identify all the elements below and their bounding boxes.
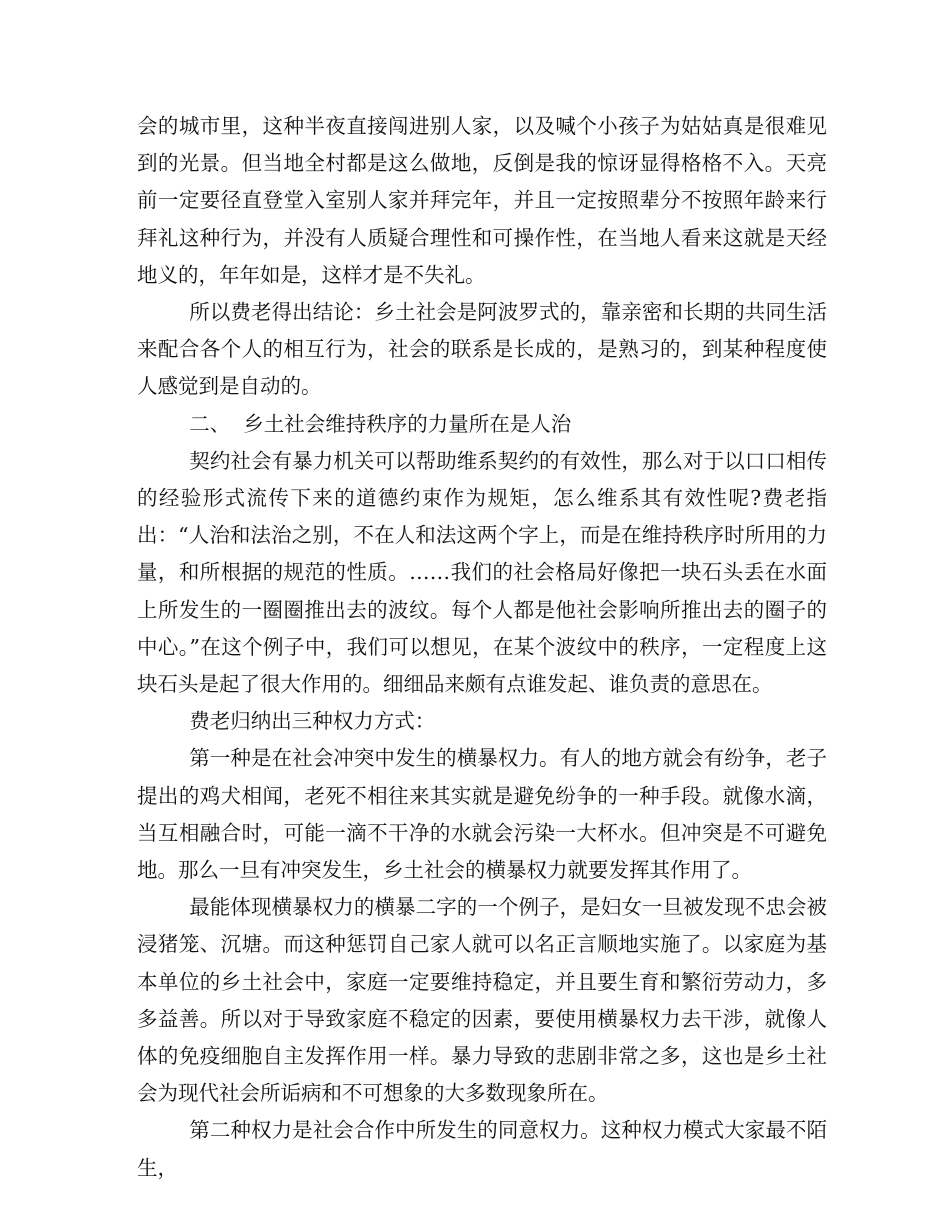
section-heading: 二、 乡土社会维持秩序的力量所在是人治 [189, 411, 572, 436]
paragraph-conclusion: 所以费老得出结论：乡土社会是阿波罗式的，靠亲密和长期的共同生活来配合各个人的相互行为，社会的联系是长成的，是熟习的，到某种程度使人感觉到是自动的。 [137, 300, 827, 399]
paragraph-first-power: 第一种是在社会冲突中发生的横暴权力。有人的地方就会有纷争，老子提出的鸡犬相闻，老死不相往来其实就是避免纷争的一种手段。就像水滴，当互相融合时，可能一滴不干净的水就会污染一大杯水。但冲突是不可避免地。那么一旦有冲突发生，乡土社会的横暴权力就要发挥其作用了。 [137, 746, 827, 883]
paragraph-continuation: 会的城市里，这种半夜直接闯进别人家，以及喊个小孩子为姑姑真是很难见到的光景。但当地全村都是这么做地，反倒是我的惊讶显得格格不入。天亮前一定要径直登堂入室别人家并拜完年，并且一定按照辈分不按照年龄来行拜礼这种行为，并没有人质疑合理性和可操作性，在当地人看来这就是天经地义的，年年如是，这样才是不失礼。 [137, 114, 827, 287]
paragraph-second-power: 第二种权力是社会合作中所发生的同意权力。这种权力模式大家最不陌生， [137, 1118, 827, 1180]
paragraph-three-powers-intro: 费老归纳出三种权力方式： [189, 709, 436, 734]
paragraph-first-power-example: 最能体现横暴权力的横暴二字的一个例子，是妇女一旦被发现不忠会被浸猪笼、沉塘。而这种惩罚自己家人就可以名正言顺地实施了。以家庭为基本单位的乡土社会中，家庭一定要维持稳定，并且要生育和繁衍劳动力，多多益善。所以对于导致家庭不稳定的因素，要使用横暴权力去干涉，就像人体的免疫细胞自主发挥作用一样。暴力导致的悲剧非常之多，这也是乡土社会为现代社会所诟病和不可想象的大多数现象所在。 [137, 895, 827, 1106]
document-body [137, 108, 827, 1187]
paragraph-rule-of-man: 契约社会有暴力机关可以帮助维系契约的有效性，那么对于以口口相传的经验形式流传下来的道德约束作为规矩，怎么维系其有效性呢?费老指出：“人治和法治之别，不在人和法这两个字上，而是在维持秩序时所用的力量，和所根据的规范的性质。……我们的社会格局好像把一块石头丢在水面上所发生的一圈圈推出去的波纹。每个人都是他社会影响所推出去的圈子的中心。”在这个例子中，我们可以想见，在某个波纹中的秩序，一定程度上这块石头是起了很大作用的。细细品来颇有点谁发起、谁负责的意思在。 [137, 448, 827, 697]
